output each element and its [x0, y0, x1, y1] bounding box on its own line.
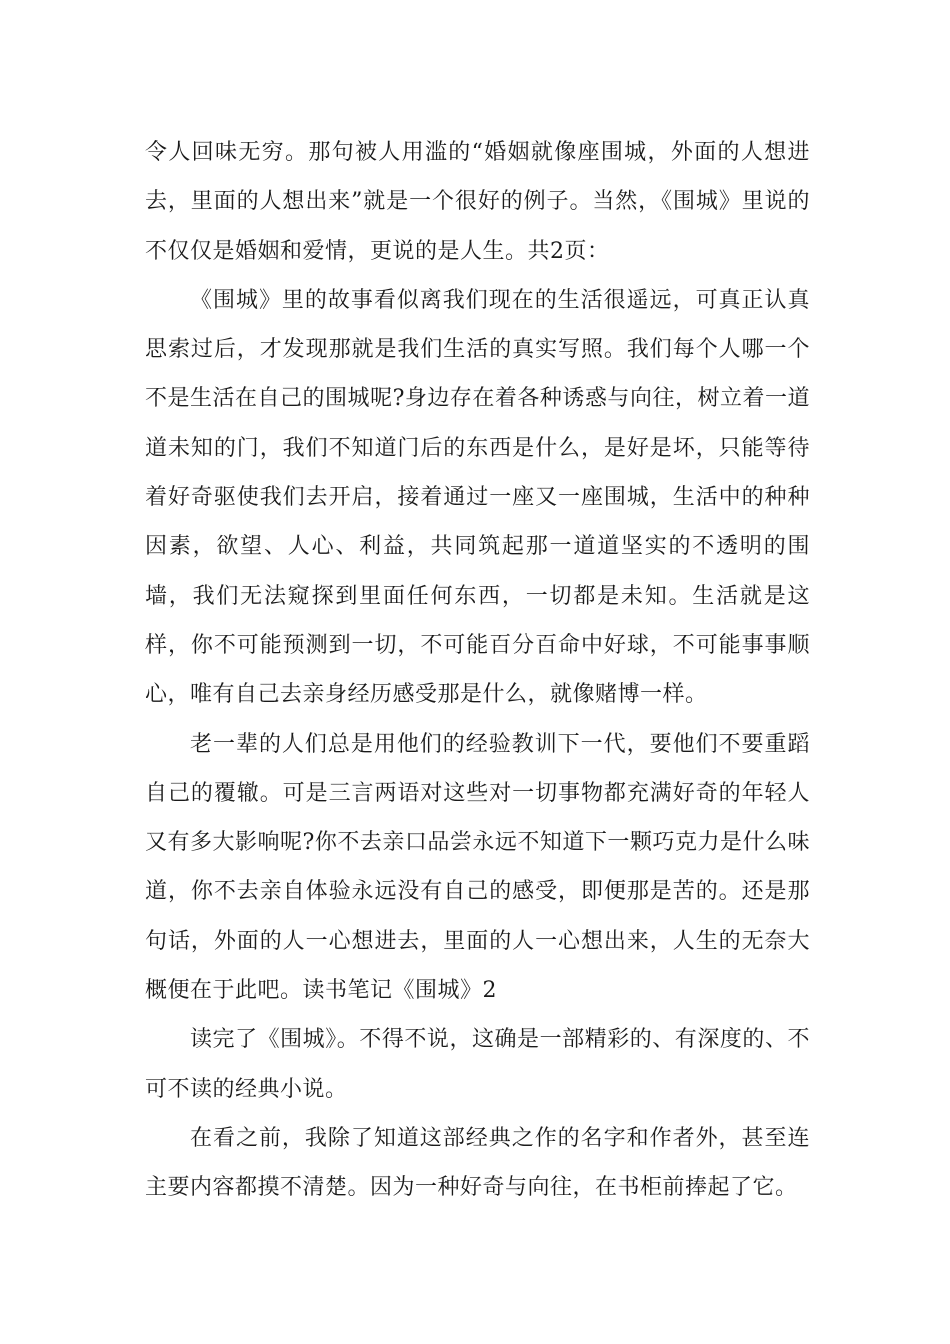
paragraph-2: 《围城》里的故事看似离我们现在的生活很遥远，可真正认真思索过后，才发现那就是我们生活的真实写照。我们每个人哪一个不是生活在自己的围城呢?身边存在着各种诱惑与向往，树立着一道道未知的门，我们不知道门后的东西是什么，是好是坏，只能等待着好奇驱使我们去开启，接着通过一座又一座围城，生活中的种种因素，欲望、人心、利益，共同筑起那一道道坚实的不透明的围墙，我们无法窥探到里面任何东西，一切都是未知。生活就是这样，你不可能预测到一切，不可能百分百命中好球，不可能事事顺心，唯有自己去亲身经历感受那是什么，就像赌博一样。: [145, 287, 810, 708]
document-page: [145, 128, 810, 1213]
paragraph-3: 老一辈的人们总是用他们的经验教训下一代，要他们不要重蹈自己的覆辙。可是三言两语对这些对一切事物都充满好奇的年轻人又有多大影响呢?你不去亲口品尝永远不知道下一颗巧克力是什么味道，你不去亲自体验永远没有自己的感受，即便那是苦的。还是那句话，外面的人一心想进去，里面的人一心想出来，人生的无奈大概便在于此吧。读书笔记《围城》2: [145, 731, 810, 1004]
paragraph-1: 令人回味无穷。那句被人用滥的“婚姻就像座围城，外面的人想进去，里面的人想出来”就是一个很好的例子。当然，《围城》里说的不仅仅是婚姻和爱情，更说的是人生。共2页：: [145, 140, 810, 264]
paragraph-5: 在看之前，我除了知道这部经典之作的名字和作者外，甚至连主要内容都摸不清楚。因为一种好奇与向往，在书柜前捧起了它。: [145, 1125, 810, 1201]
paragraph-4: 读完了《围城》。不得不说，这确是一部精彩的、有深度的、不可不读的经典小说。: [145, 1027, 810, 1102]
